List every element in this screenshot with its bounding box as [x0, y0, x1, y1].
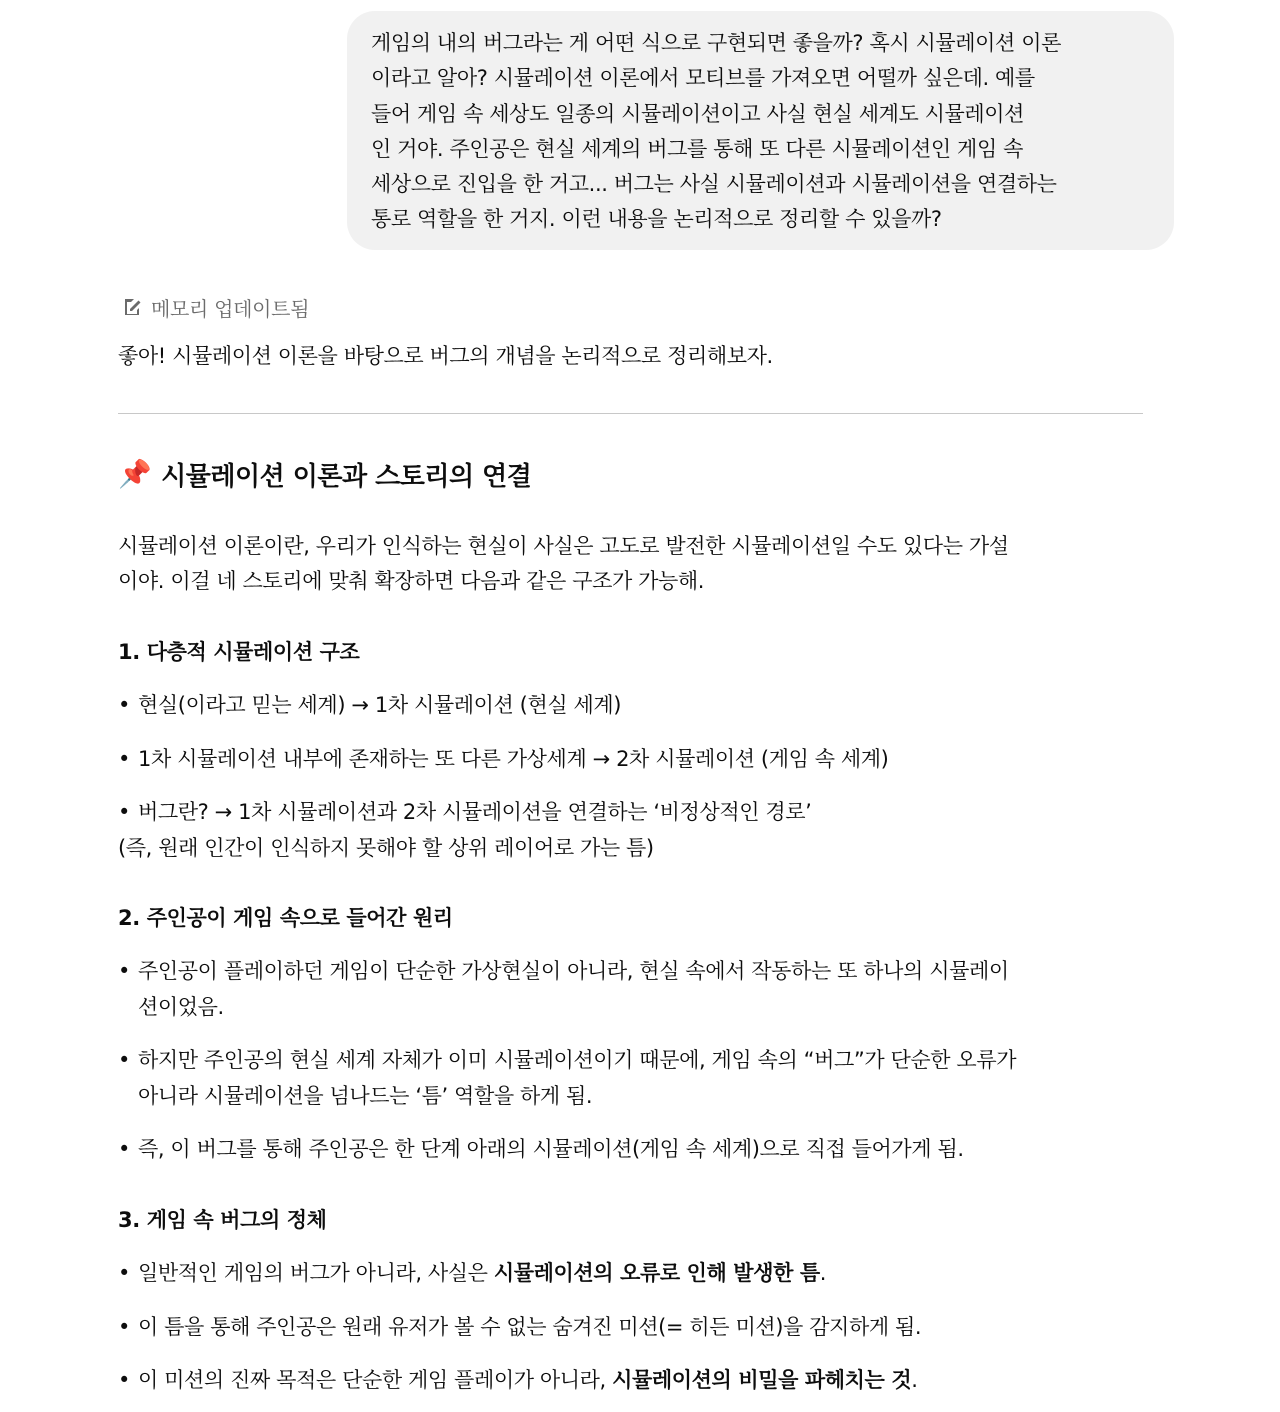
list-item-text: 즉, 이 버그를 통해 주인공은 한 단계 아래의 시뮬레이션(게임 속 세계)으로 직접 들어가게 됨.	[138, 1137, 964, 1161]
memory-edit-icon	[121, 296, 143, 318]
bullet-dot: •	[118, 1137, 130, 1161]
list-item	[118, 1363, 1148, 1399]
list-item-continuation: (즉, 원래 인간이 인식하지 못해야 할 상위 레이어로 가는 틈)	[118, 835, 654, 860]
user-message-bubble	[347, 11, 1174, 250]
heading-text: 시뮬레이션 이론과 스토리의 연결	[161, 461, 532, 492]
list-item-text: 현실(이라고 믿는 세계) → 1차 시뮬레이션 (현실 세계)	[138, 693, 622, 717]
list-item-text-post: .	[819, 1261, 827, 1285]
bullet-dot: •	[118, 1261, 130, 1285]
section-title: 1. 다층적 시뮬레이션 구조	[118, 640, 360, 664]
list-item-text: 주인공이 플레이하던 게임이 단순한 가상현실이 아니라, 현실 속에서 작동하는 또 하나의 시뮬레이	[138, 959, 1009, 983]
list-item-text	[118, 1363, 1148, 1399]
list-item-continuation: 아니라 시뮬레이션을 넘나드는 ‘틈’ 역할을 하게 됨.	[138, 1083, 593, 1108]
bullet-dot: •	[118, 959, 130, 983]
pushpin-icon: 📌	[118, 458, 152, 490]
list-item-text-bold: 시뮬레이션의 오류로 인해 발생한 틈	[493, 1261, 820, 1285]
list-item	[118, 1132, 1148, 1168]
list-item	[118, 688, 1148, 724]
list-item-text: 버그란? → 1차 시뮬레이션과 2차 시뮬레이션을 연결하는 ‘비정상적인 경로’	[138, 800, 812, 824]
list-item	[118, 795, 1148, 866]
bullet-dot: •	[118, 747, 130, 771]
list-item	[118, 1310, 1148, 1346]
list-item	[118, 1043, 1148, 1114]
list-item-continuation: 션이었음.	[138, 994, 224, 1019]
list-item-text-post: .	[911, 1368, 918, 1392]
section-heading	[118, 453, 531, 495]
list-item-text-pre: 이 미션의 진짜 목적은 단순한 게임 플레이가 아니라,	[138, 1368, 613, 1392]
list-item-text: 1차 시뮬레이션 내부에 존재하는 또 다른 가상세계 → 2차 시뮬레이션 (게임 속 세계)	[138, 747, 889, 771]
bullet-dot: •	[118, 1048, 130, 1072]
list-item-text-bold: 시뮬레이션의 비밀을 파헤치는 것	[612, 1368, 912, 1392]
paragraph-line: 시뮬레이션 이론이란, 우리가 인식하는 현실이 사실은 고도로 발전한 시뮬레이션일 수도 있다는 가설	[118, 534, 1009, 558]
list-item-text-pre: 일반적인 게임의 버그가 아니라, 사실은	[138, 1261, 494, 1285]
user-message-line: 게임의 내의 버그라는 게 어떤 식으로 구현되면 좋을까? 혹시 시뮬레이션 이론	[371, 31, 1061, 55]
list-item-text	[118, 1256, 1148, 1292]
paragraph-line: 이야. 이걸 네 스토리에 맞춰 확장하면 다음과 같은 구조가 가능해.	[118, 569, 705, 593]
memory-updated-label: 메모리 업데이트됨	[151, 296, 310, 321]
memory-updated-indicator[interactable]	[121, 290, 309, 324]
list-item-text: 이 틈을 통해 주인공은 원래 유저가 볼 수 없는 숨겨진 미션(= 히든 미션)을 감지하게 됨.	[138, 1315, 922, 1339]
list-item	[118, 742, 1148, 778]
list-item	[118, 1256, 1148, 1292]
section-title: 3. 게임 속 버그의 정체	[118, 1208, 327, 1232]
user-message-line: 세상으로 진입을 한 거고... 버그는 사실 시뮬레이션과 시뮬레이션을 연결하는	[371, 172, 1057, 197]
list-item	[118, 954, 1148, 1025]
divider	[118, 413, 1143, 414]
assistant-intro: 좋아! 시뮬레이션 이론을 바탕으로 버그의 개념을 논리적으로 정리해보자.	[118, 344, 773, 368]
bullet-dot: •	[118, 1368, 130, 1392]
bullet-dot: •	[118, 1315, 130, 1339]
section-title: 2. 주인공이 게임 속으로 들어간 원리	[118, 906, 453, 930]
list-item-text: 하지만 주인공의 현실 세계 자체가 이미 시뮬레이션이기 때문에, 게임 속의 “버그”가 단순한 오류가	[138, 1048, 1017, 1072]
user-message-line: 들어 게임 속 세상도 일종의 시뮬레이션이고 사실 현실 세계도 시뮬레이션	[371, 101, 1025, 126]
bullet-dot: •	[118, 693, 130, 717]
user-message-line: 인 거야. 주인공은 현실 세계의 버그를 통해 또 다른 시뮬레이션인 게임 속	[371, 136, 1023, 161]
bullet-dot: •	[118, 800, 130, 824]
user-message-line: 이라고 알아? 시뮬레이션 이론에서 모티브를 가져오면 어떨까 싶은데. 예를	[371, 66, 1035, 91]
user-message-line: 통로 역할을 한 거지. 이런 내용을 논리적으로 정리할 수 있을까?	[371, 207, 942, 232]
